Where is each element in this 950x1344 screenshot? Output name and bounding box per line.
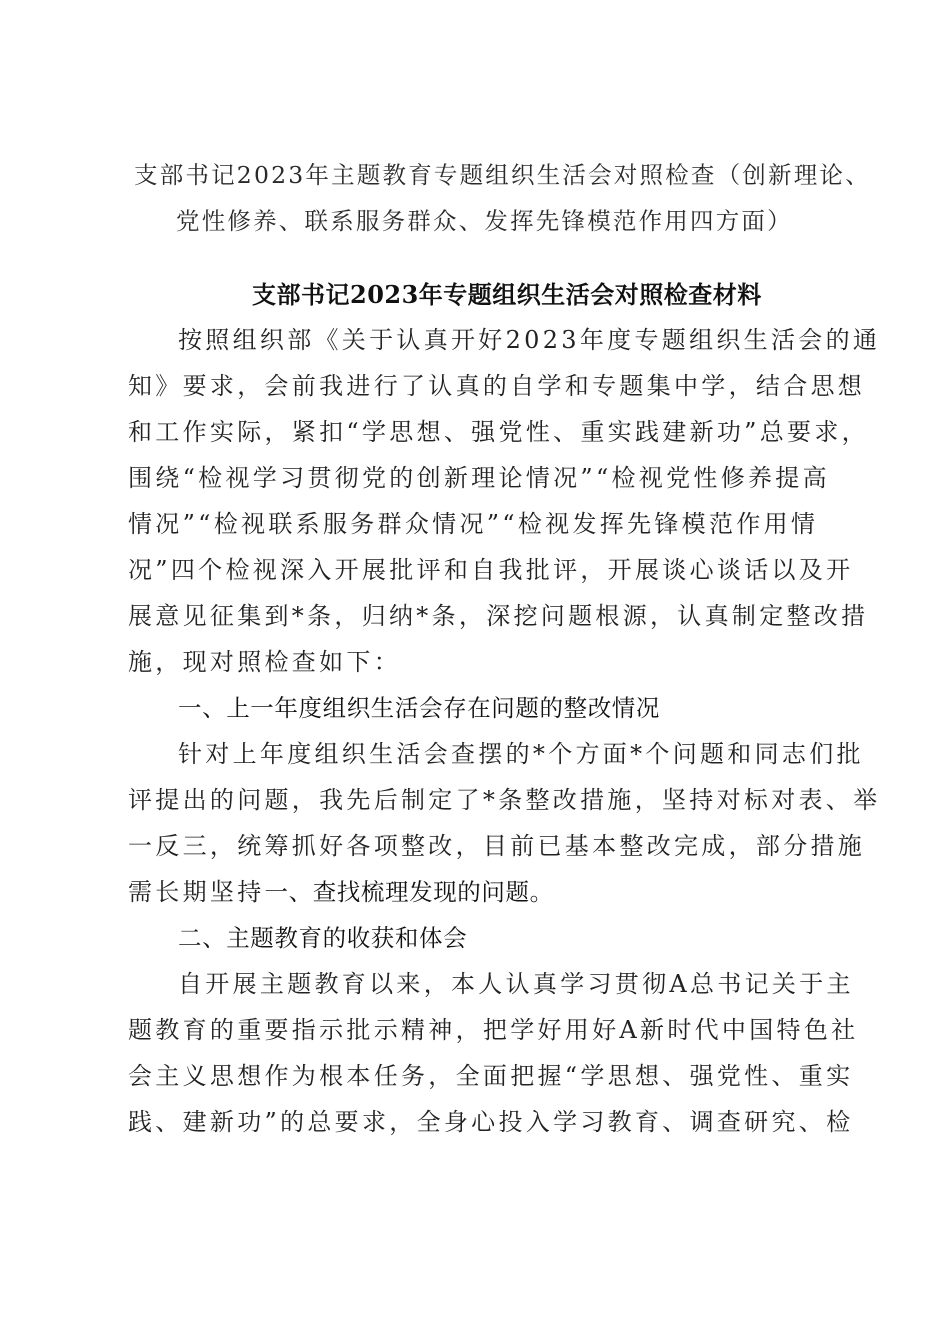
intro-line: 围绕“检视学习贯彻党的创新理论情况”“检视党性修养提高 xyxy=(128,464,830,492)
section-2-line: 自开展主题教育以来，本人认真学习贯彻A总书记关于主 xyxy=(178,970,854,998)
intro-line: 况”四个检视深入开展批评和自我批评，开展谈心谈话以及开 xyxy=(128,556,854,584)
section-2-heading: 二、主题教育的收获和体会 xyxy=(178,924,468,952)
section-2-line: 践、建新功”的总要求，全身心投入学习教育、调查研究、检 xyxy=(128,1108,854,1136)
document-title-line-1: 支部书记2023年主题教育专题组织生活会对照检查（创新理论、 xyxy=(134,161,871,189)
section-1-last-line xyxy=(128,877,554,907)
intro-line: 知》要求，会前我进行了认真的自学和专题集中学，结合思想 xyxy=(128,372,866,400)
section-1-last-line-bold: 一、查找梳理发现的问题。 xyxy=(264,878,554,906)
section-1-line: 针对上年度组织生活会查摆的*个方面*个问题和同志们批 xyxy=(178,740,864,768)
section-1-line: 评提出的问题，我先后制定了*条整改措施，坚持对标对表、举 xyxy=(128,786,881,814)
intro-line: 情况”“检视联系服务群众情况”“检视发挥先锋模范作用情 xyxy=(128,510,819,538)
section-2-line: 题教育的重要指示批示精神，把学好用好A新时代中国特色社 xyxy=(128,1016,859,1044)
document-subtitle: 支部书记2023年专题组织生活会对照检查材料 xyxy=(252,280,762,309)
section-1-line: 一反三，统筹抓好各项整改，目前已基本整改完成，部分措施 xyxy=(128,832,866,860)
intro-line: 施，现对照检查如下： xyxy=(128,648,401,676)
intro-line: 展意见征集到*条，归纳*条，深挖问题根源，认真制定整改措 xyxy=(128,602,869,630)
intro-line: 按照组织部《关于认真开好2023年度专题组织生活会的通 xyxy=(178,326,881,354)
document-title-line-2: 党性修养、联系服务群众、发挥先锋模范作用四方面） xyxy=(176,207,793,235)
section-1-last-line-plain: 需长期坚持 xyxy=(128,878,265,906)
section-1-heading: 一、上一年度组织生活会存在问题的整改情况 xyxy=(178,694,660,722)
section-2-line: 会主义思想作为根本任务，全面把握“学思想、强党性、重实 xyxy=(128,1062,854,1090)
intro-line: 和工作实际，紧扣“学思想、强党性、重实践建新功”总要求， xyxy=(128,418,869,446)
